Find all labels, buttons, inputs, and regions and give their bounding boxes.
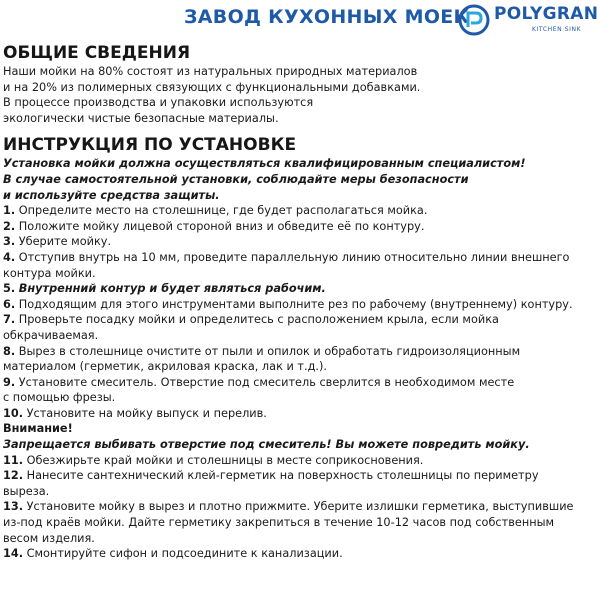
step-line	[3, 453, 597, 469]
general-line: В процессе производства и упаковки используются	[3, 96, 314, 110]
step-number: 4.	[3, 250, 16, 264]
general-line: и на 20% из полимерных связующих с функциональными добавками.	[3, 80, 421, 94]
step-line	[3, 359, 597, 375]
general-heading: ОБЩИЕ СВЕДЕНИЯ	[3, 43, 191, 63]
install-heading: ИНСТРУКЦИЯ ПО УСТАНОВКЕ	[3, 135, 297, 156]
warning-line: Установка мойки должна осуществляться квалифицированным специалистом!	[3, 157, 526, 171]
step-line	[3, 297, 597, 313]
step-text: Нанесите сантехнический клей-герметик на поверхность столешницы по периметру	[26, 469, 539, 483]
step-line	[3, 499, 597, 515]
step-line	[3, 203, 597, 219]
header	[0, 0, 600, 40]
step-text: Установите на мойку выпуск и перелив.	[26, 406, 267, 420]
step-number: 8.	[3, 344, 16, 358]
steps-list-b	[3, 297, 597, 422]
step-number: 12.	[3, 469, 24, 483]
brand-tagline: KITCHEN SINK	[532, 26, 582, 33]
step-line	[3, 250, 597, 266]
step-text: с помощью фрезы.	[3, 391, 116, 405]
step-text: Установите смеситель. Отверстие под смеситель сверлится в необходимом месте	[18, 375, 515, 389]
step-line	[3, 266, 597, 282]
step-line	[3, 312, 597, 328]
step-text: Смонтируйте сифон и подсоедините к канализации.	[26, 547, 343, 561]
general-line: экологически чистые безопасные материалы.	[3, 111, 279, 125]
step-line	[3, 406, 597, 422]
step-line	[3, 375, 597, 391]
step-number: 5.	[3, 282, 16, 296]
step-text: выреза.	[3, 484, 50, 498]
steps-list-c	[3, 453, 597, 562]
step-number: 1.	[3, 204, 16, 218]
attention-text: Запрещается выбивать отверстие под смеситель! Вы можете повредить мойку.	[3, 438, 530, 452]
step-text: Положите мойку лицевой стороной вниз и обведите её по контуру.	[18, 219, 425, 233]
step-number: 7.	[3, 313, 16, 327]
document-body	[3, 42, 597, 562]
step-line	[3, 484, 597, 500]
step-number: 14.	[3, 547, 24, 561]
step-text: Вырез в столешнице очистите от пыли и опилок и обработать гидроизоляционным	[18, 344, 521, 358]
step-number: 6.	[3, 297, 16, 311]
step-5	[3, 281, 597, 297]
step-line	[3, 328, 597, 344]
step-text: контура мойки.	[3, 266, 96, 280]
general-line: Наши мойки на 80% состоят из натуральных природных материалов	[3, 65, 418, 78]
install-warning	[3, 156, 597, 203]
step-line	[3, 234, 597, 250]
step-line	[3, 219, 597, 235]
step-text: Уберите мойку.	[18, 235, 112, 249]
polygran-logo-icon	[458, 4, 490, 36]
step-text: Проверьте посадку мойки и определитесь с расположением крыла, если мойка	[18, 313, 499, 327]
step-line	[3, 531, 597, 547]
step-number: 13.	[3, 500, 24, 514]
step-line	[3, 546, 597, 562]
general-text	[3, 64, 597, 126]
step-text: из-под краёв мойки. Дайте герметику закрепиться в течение 10-12 часов под собственным	[3, 516, 555, 530]
warning-line: В случае самостоятельной установки, соблюдайте меры безопасности	[3, 172, 469, 186]
step-text: материалом (герметик, акриловая краска, лак и т.д.).	[3, 360, 327, 374]
attention-label: Внимание!	[3, 422, 73, 436]
brand-name: POLYGRAN	[494, 4, 599, 24]
brand-logo	[458, 2, 598, 38]
step-line	[3, 515, 597, 531]
step-number: 3.	[3, 235, 16, 249]
step-line	[3, 344, 597, 360]
factory-title: ЗАВОД КУХОННЫХ МОЕК	[184, 6, 470, 28]
step-number: 2.	[3, 219, 16, 233]
step-text: Отступив внутрь на 10 мм, проведите параллельную линию относительно линии внешнего	[18, 250, 570, 264]
step-line	[3, 390, 597, 406]
step-line	[3, 468, 597, 484]
step-text: Определите место на столешнице, где будет располагаться мойка.	[18, 204, 428, 218]
steps-list-a	[3, 203, 597, 281]
step-text: Обезжирьте край мойки и столешницы в месте соприкосновения.	[26, 453, 424, 467]
step-text: весом изделия.	[3, 531, 95, 545]
step-text: Внутренний контур и будет являться рабочим.	[18, 282, 326, 296]
step-number: 9.	[3, 375, 16, 389]
step-number: 10.	[3, 406, 24, 420]
warning-line: и используйте средства защиты.	[3, 188, 220, 202]
step-number: 11.	[3, 453, 24, 467]
step-text: Установите мойку в вырез и плотно прижмите. Уберите излишки герметика, выступившие	[26, 500, 574, 514]
step-text: обкрачиваемая.	[3, 328, 99, 342]
step-text: Подходящим для этого инструментами выполните рез по рабочему (внутреннему) контуру.	[18, 297, 573, 311]
